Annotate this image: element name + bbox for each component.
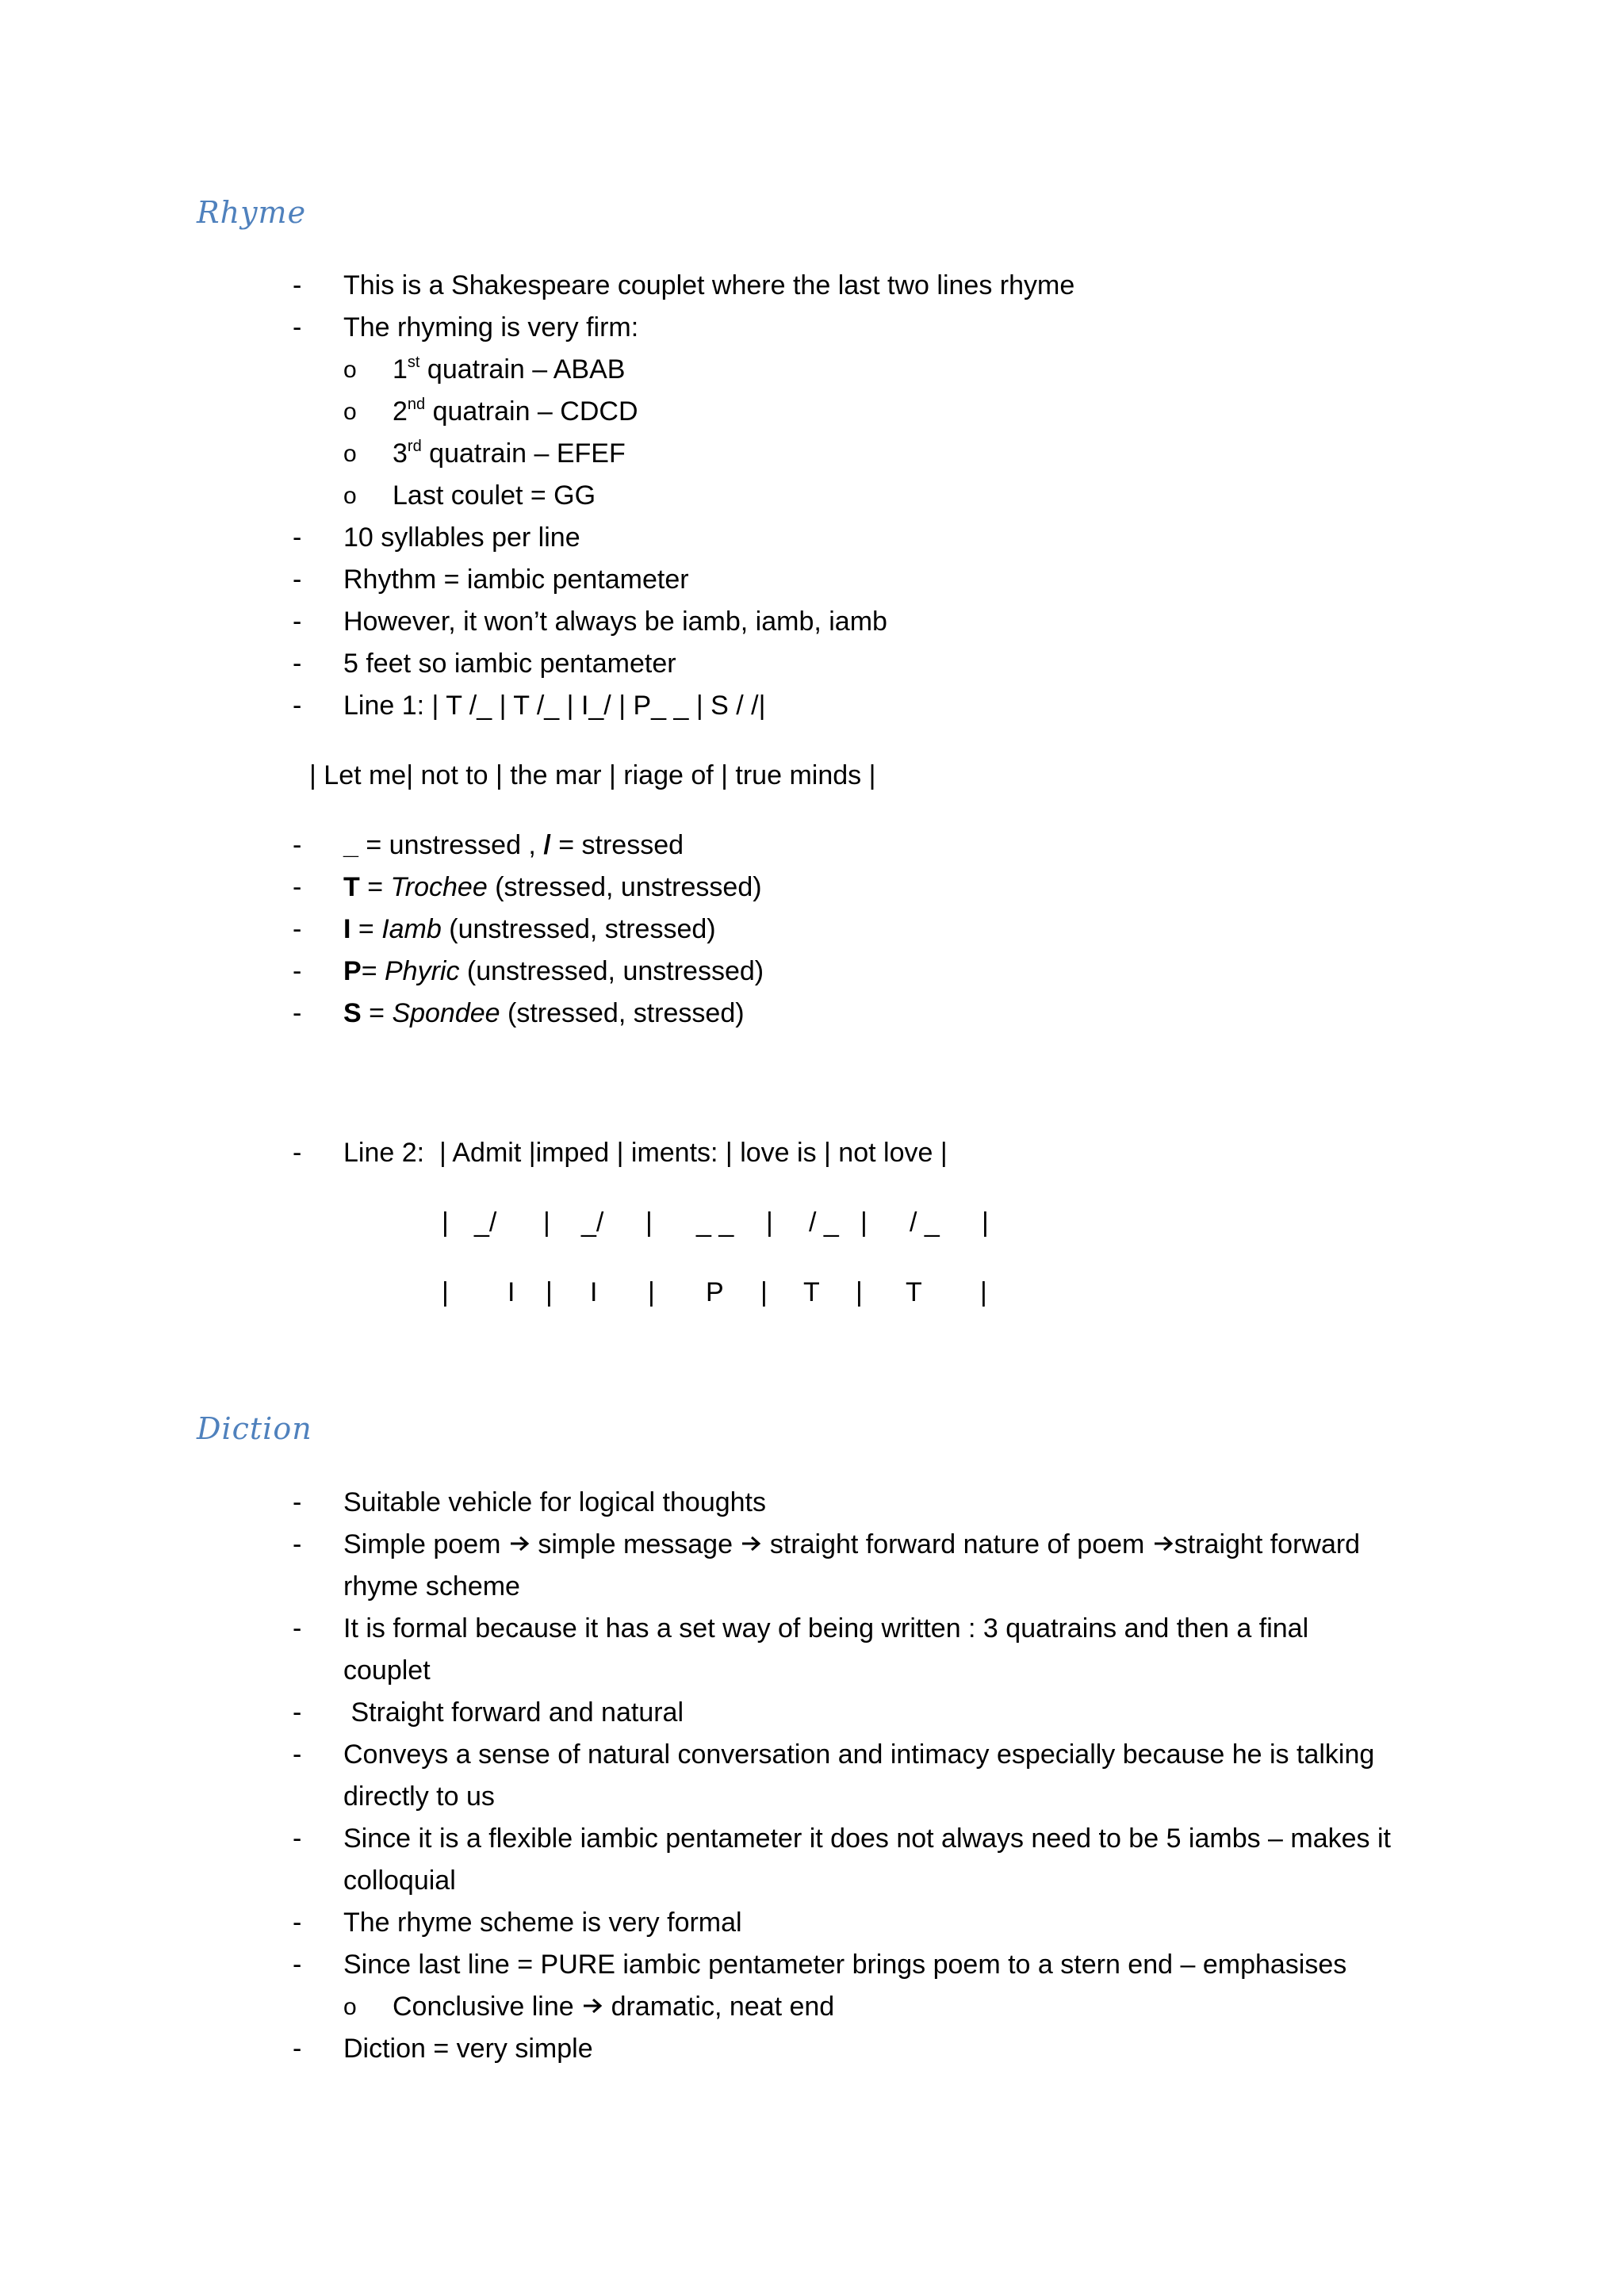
- sub-list-item: o Conclusive line dramatic, neat end: [343, 1992, 835, 2022]
- list-item-continued: colloquial: [343, 1866, 456, 1896]
- list-item: - Straight forward and natural: [293, 1697, 684, 1728]
- list-item: - Since it is a flexible iambic pentameter it does not always need to be 5 iambs – makes it: [293, 1823, 1392, 1854]
- list-item-continued: rhyme scheme: [343, 1571, 520, 1601]
- sub-list-item: o 3rd quatrain – EFEF: [343, 438, 626, 469]
- list-item: - This is a Shakespeare couplet where the last two lines rhyme: [293, 270, 1075, 300]
- list-item: - Line 2: | Admit |imped | iments: | love is | not love |: [293, 1138, 948, 1168]
- list-item: - Line 1: | T /_ | T /_ | I_/ | P_ _ | S / /|: [293, 691, 766, 721]
- rhyme-heading: Rhyme: [197, 195, 307, 230]
- legend-item: - P= Phyric (unstressed, unstressed): [293, 956, 764, 986]
- list-item: - 10 syllables per line: [293, 522, 580, 553]
- scansion-pattern-row: | _/ | _/ | _ _ | / _ | / _ |: [442, 1207, 989, 1238]
- list-item: - However, it won’t always be iamb, iamb, iamb: [293, 607, 887, 637]
- sub-list-item: o 1st quatrain – ABAB: [343, 354, 626, 385]
- legend-item-stress: - _ = unstressed , / = stressed: [293, 830, 684, 860]
- scansion-line-1: | Let me| not to | the mar | riage of | true minds |: [309, 760, 876, 790]
- legend-item: - S = Spondee (stressed, stressed): [293, 998, 745, 1028]
- list-item-continued: directly to us: [343, 1781, 495, 1812]
- right-arrow-icon: [581, 1995, 603, 2017]
- diction-heading: Diction: [197, 1411, 312, 1446]
- legend-item: - T = Trochee (stressed, unstressed): [293, 872, 762, 902]
- legend-item: - I = Iamb (unstressed, stressed): [293, 914, 716, 944]
- list-item: - Conveys a sense of natural conversation and intimacy especially because he is talking: [293, 1739, 1375, 1770]
- list-item: - It is formal because it has a set way of being written : 3 quatrains and then a final: [293, 1613, 1309, 1644]
- list-item: - 5 feet so iambic pentameter: [293, 649, 676, 679]
- list-item: - Suitable vehicle for logical thoughts: [293, 1487, 766, 1517]
- list-item: - The rhyme scheme is very formal: [293, 1908, 742, 1938]
- sub-list-item: o Last coulet = GG: [343, 480, 596, 511]
- right-arrow-icon: [1152, 1533, 1174, 1555]
- list-item: - The rhyming is very firm:: [293, 312, 639, 342]
- right-arrow-icon: [740, 1533, 762, 1555]
- sub-list-item: o 2nd quatrain – CDCD: [343, 396, 638, 427]
- list-item-continued: couplet: [343, 1655, 431, 1686]
- list-item: - Simple poem simple message straight forward nature of poem straight forward: [293, 1529, 1361, 1559]
- right-arrow-icon: [508, 1533, 530, 1555]
- list-item: - Since last line = PURE iambic pentameter brings poem to a stern end – emphasises: [293, 1950, 1347, 1980]
- list-item: - Rhythm = iambic pentameter: [293, 564, 689, 595]
- scansion-feet-row: | I | I | P | T | T |: [442, 1277, 987, 1307]
- list-item: - Diction = very simple: [293, 2034, 593, 2064]
